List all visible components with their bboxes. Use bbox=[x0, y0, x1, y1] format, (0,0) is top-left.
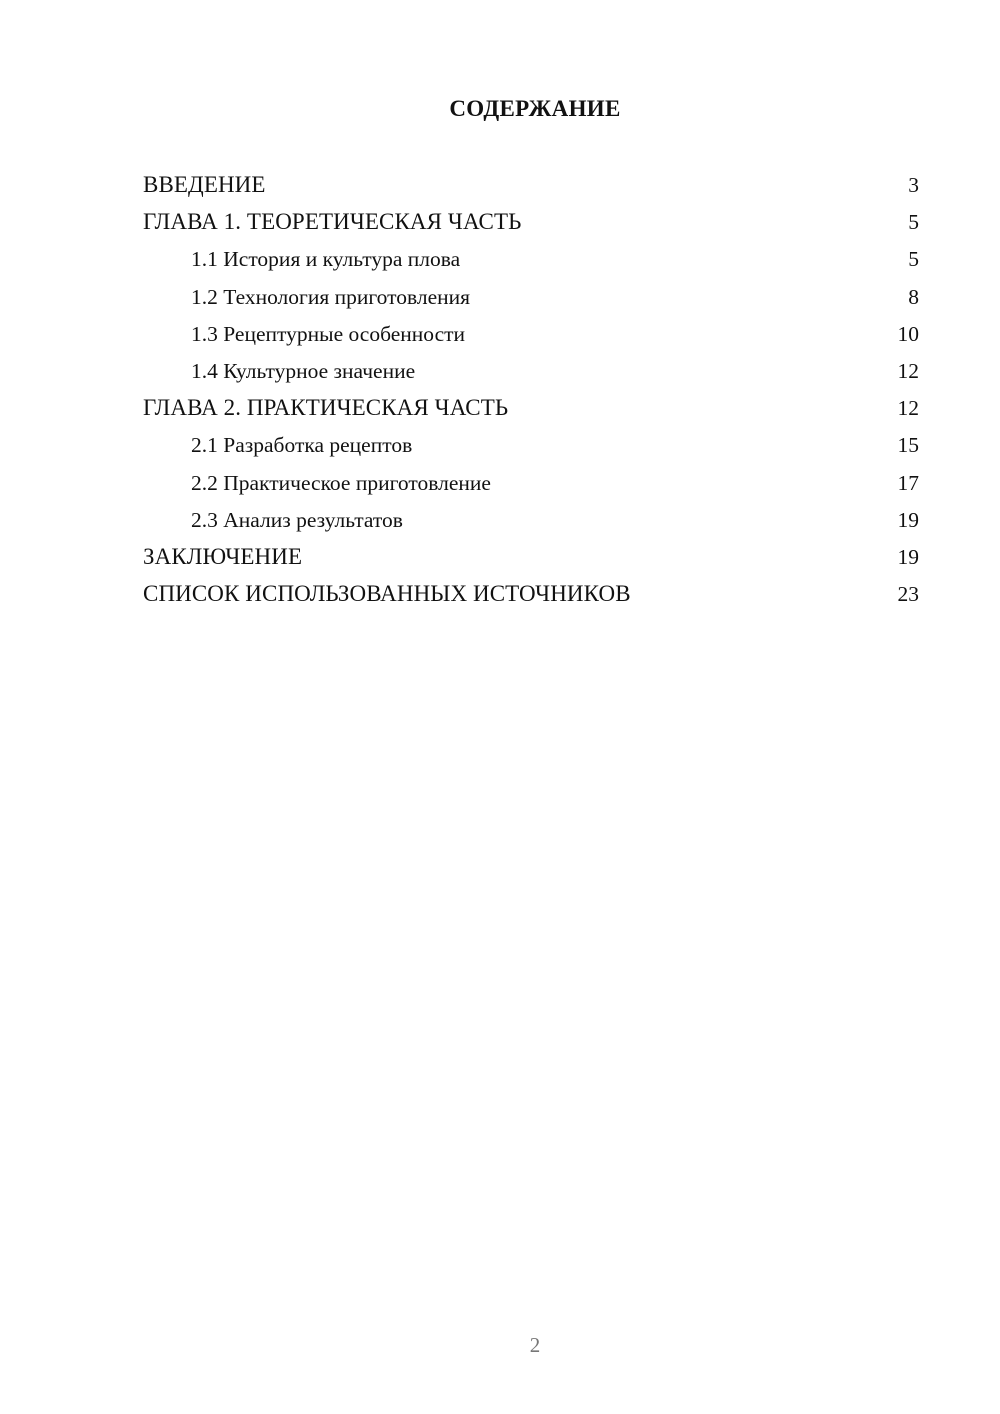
toc-entry-page: 17 bbox=[897, 470, 919, 495]
toc-entry-chapter-2[interactable] bbox=[143, 391, 919, 428]
toc-entry-page: 5 bbox=[908, 210, 919, 235]
toc-entry-text: ВВЕДЕНИЕ bbox=[143, 172, 266, 197]
toc-entry-text: ГЛАВА 2. ПРАКТИЧЕСКАЯ ЧАСТЬ bbox=[143, 395, 509, 421]
toc-entry-text: ГЛАВА 1. ТЕОРЕТИЧЕСКАЯ ЧАСТЬ bbox=[143, 209, 522, 235]
toc-entry-1-3[interactable] bbox=[143, 317, 919, 354]
toc-entry-text: ЗАКЛЮЧЕНИЕ bbox=[143, 543, 303, 569]
toc-entry-page: 15 bbox=[897, 433, 919, 458]
page-number: 2 bbox=[529, 1333, 541, 1357]
toc-entry-1-4[interactable] bbox=[143, 354, 919, 391]
toc-entry-page: 12 bbox=[897, 396, 919, 421]
toc-entry-conclusion[interactable] bbox=[143, 540, 919, 577]
toc-entry-text: 1.2 Технология приготовления bbox=[191, 284, 471, 309]
toc-entry-page: 23 bbox=[897, 582, 919, 607]
toc-entry-1-1[interactable] bbox=[143, 242, 919, 279]
toc-entry-text: 2.2 Практическое приготовление bbox=[191, 470, 491, 495]
toc-entry-page: 12 bbox=[897, 358, 919, 383]
toc-entry-2-2[interactable] bbox=[143, 466, 919, 503]
toc-entry-introduction[interactable] bbox=[143, 168, 919, 205]
toc-entry-chapter-1[interactable] bbox=[143, 205, 919, 242]
toc-entry-page: 19 bbox=[897, 544, 919, 569]
toc-entry-2-3[interactable] bbox=[143, 503, 919, 540]
toc-entry-references[interactable] bbox=[143, 577, 919, 614]
toc-entry-text: 2.3 Анализ результатов bbox=[191, 507, 403, 532]
toc-entry-2-1[interactable] bbox=[143, 428, 919, 465]
toc-entry-text: 2.1 Разработка рецептов bbox=[191, 433, 413, 458]
toc-title: СОДЕРЖАНИЕ bbox=[449, 96, 621, 121]
toc-entry-text: 1.1 История и культура плова bbox=[191, 247, 461, 272]
toc-entry-1-2[interactable] bbox=[143, 280, 919, 317]
toc-entry-page: 3 bbox=[908, 173, 919, 197]
toc-entry-page: 5 bbox=[908, 247, 919, 272]
toc-entry-page: 19 bbox=[897, 507, 919, 532]
table-of-contents bbox=[143, 168, 919, 614]
toc-entry-text: 1.3 Рецептурные особенности bbox=[191, 321, 466, 346]
toc-entry-text: 1.4 Культурное значение bbox=[191, 358, 416, 383]
toc-entry-page: 10 bbox=[897, 321, 919, 346]
toc-entry-text: СПИСОК ИСПОЛЬЗОВАННЫХ ИСТОЧНИКОВ bbox=[143, 581, 631, 607]
toc-entry-page: 8 bbox=[908, 284, 919, 309]
